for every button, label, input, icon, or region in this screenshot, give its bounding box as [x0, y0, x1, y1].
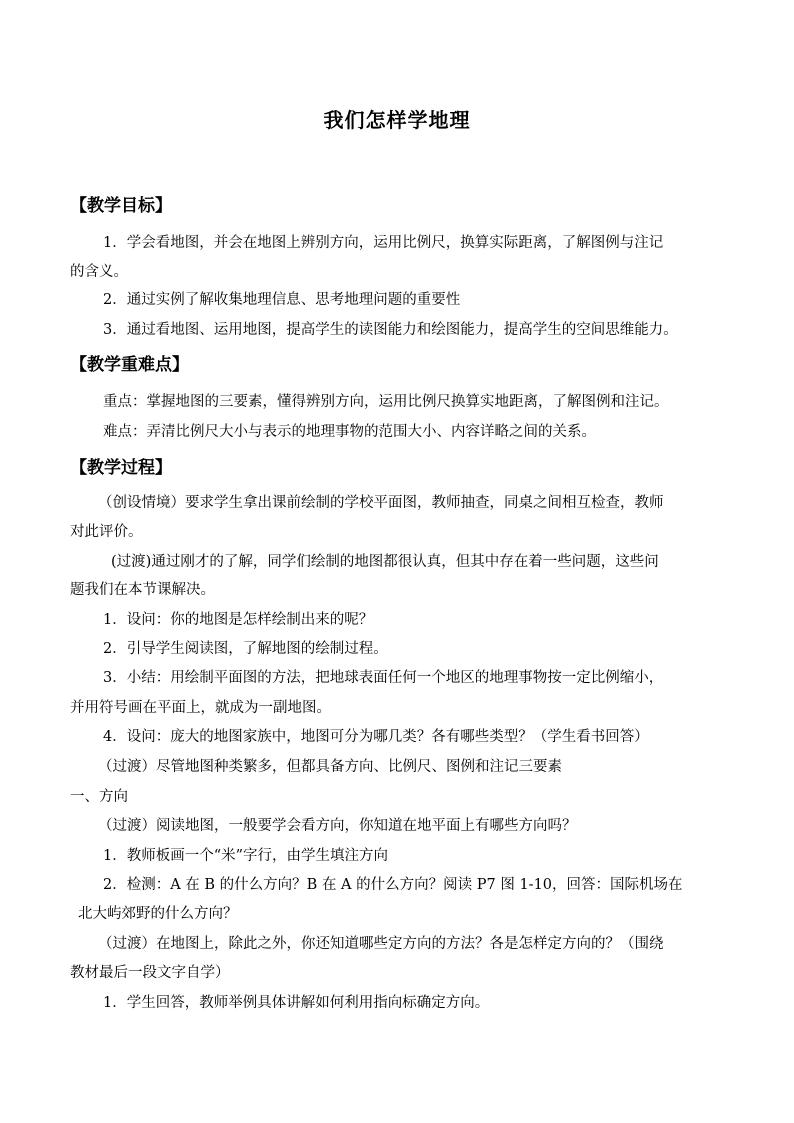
process-line-7: （过渡）尽管地图种类繁多，但都具备方向、比例尺、图例和注记三要素: [98, 759, 562, 775]
goal-line-3: 3．通过看地图、运用地图，提高学生的读图能力和绘图能力，提高学生的空间思维能力。: [103, 322, 678, 338]
process-line-2-cont: 题我们在本节课解决。: [70, 582, 215, 598]
goal-line-1: 1．学会看地图，并会在地图上辨别方向，运用比例尺，换算实际距离，了解图例与注记: [103, 235, 664, 251]
process-line-2: (过渡)通过刚才的了解，同学们绘制的地图都很认真，但其中存在着一些问题，这些问: [111, 554, 659, 570]
process-line-1-cont: 对此评价。: [70, 524, 143, 540]
process-line-1: （创设情境）要求学生拿出课前绘制的学校平面图，教师抽查，同桌之间相互检查，教师: [98, 495, 664, 511]
process-line-11-cont: 教材最后一段文字自学）: [70, 965, 230, 981]
page-title: 我们怎样学地理: [323, 108, 471, 132]
process-line-3: 1．设问：你的地图是怎样绘制出来的呢？: [103, 612, 374, 628]
goals-heading: 【教学目标】: [70, 196, 172, 216]
process-line-4: 2．引导学生阅读图，了解地图的绘制过程。: [103, 641, 388, 657]
process-line-10: 2．检测：A 在 B 的什么方向？B 在 A 的什么方向？阅读 P7 图 1-10，回答：国际机场在: [103, 877, 683, 893]
process-line-5: 3．小结：用绘制平面图的方法，把地球表面任何一个地区的地理事物按一定比例缩小，: [103, 670, 664, 686]
process-line-12: 1．学生回答，教师举例具体讲解如何利用指向标确定方向。: [103, 995, 490, 1011]
goal-line-1-cont: 的含义。: [70, 264, 128, 280]
process-line-9: 1．教师板画一个“米”字行，由学生填注方向: [103, 848, 389, 864]
section-direction-heading: 一、方向: [70, 789, 128, 805]
process-line-5-cont: 并用符号画在平面上，就成为一副地图。: [70, 700, 331, 716]
process-heading: 【教学过程】: [70, 458, 172, 478]
goal-line-2: 2．通过实例了解收集地理信息、思考地理问题的重要性: [103, 292, 461, 308]
difficult-point: 难点：弄清比例尺大小与表示的地理事物的范围大小、内容详略之间的关系。: [103, 424, 596, 440]
process-line-10-cont: 北大屿郊野的什么方向？: [78, 906, 238, 922]
process-line-11: （过渡）在地图上，除此之外，你还知道哪些定方向的方法？各是怎样定方向的？（围绕: [98, 936, 664, 952]
process-line-6: 4．设问：庞大的地图家族中，地图可分为哪几类？各有哪些类型？（学生看书回答）: [103, 729, 649, 745]
key-heading: 【教学重难点】: [70, 355, 189, 375]
process-line-8: （过渡）阅读地图，一般要学会看方向，你知道在地平面上有哪些方向吗？: [98, 818, 577, 834]
key-point: 重点：掌握地图的三要素，懂得辨别方向，运用比例尺换算实地距离，了解图例和注记。: [103, 394, 669, 410]
